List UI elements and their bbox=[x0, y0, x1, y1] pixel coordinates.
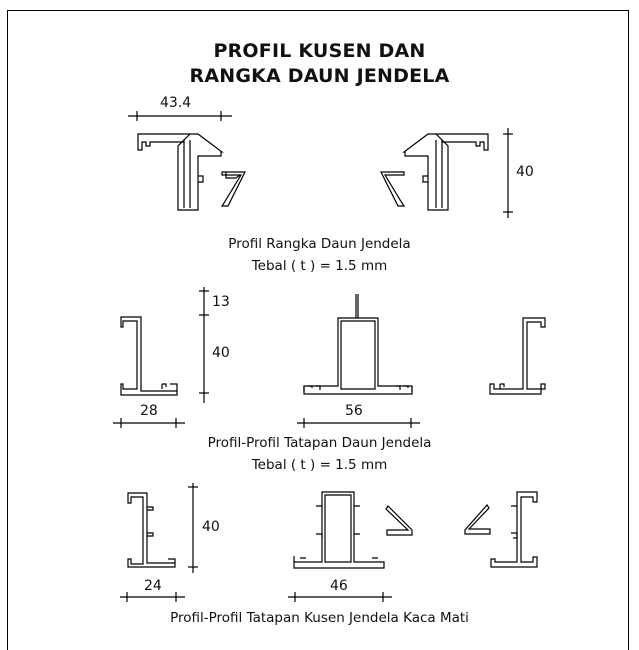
dim-width-24: 24 bbox=[144, 578, 162, 594]
thickness-rangka-daun: Tebal ( t ) = 1.5 mm bbox=[251, 258, 388, 274]
dim-width-56: 56 bbox=[345, 403, 363, 419]
caption-rangka-daun: Profil Rangka Daun Jendela bbox=[228, 236, 411, 252]
glazing-bead-center bbox=[386, 506, 412, 535]
dim-width-28: 28 bbox=[140, 403, 158, 419]
dimension-line-40-c bbox=[188, 483, 198, 573]
tatapan-kusen-profile-right bbox=[491, 492, 537, 567]
glazing-bead-right bbox=[465, 505, 490, 534]
tatapan-daun-profile-left bbox=[121, 317, 177, 395]
rangka-profile-left bbox=[138, 134, 245, 210]
tatapan-kusen-profile-center bbox=[294, 492, 384, 568]
dim-height-13: 13 bbox=[212, 294, 230, 310]
dim-width-46: 46 bbox=[330, 578, 348, 594]
dimension-line-28 bbox=[113, 418, 185, 428]
caption-tatapan-daun: Profil-Profil Tatapan Daun Jendela bbox=[207, 435, 432, 451]
thickness-tatapan-daun: Tebal ( t ) = 1.5 mm bbox=[251, 457, 388, 473]
dimension-line-24 bbox=[120, 592, 185, 602]
tatapan-daun-profile-right bbox=[490, 318, 545, 394]
dimension-line-40-a bbox=[503, 128, 513, 218]
dim-height-40-a: 40 bbox=[516, 164, 534, 180]
dimension-line-46 bbox=[288, 592, 392, 602]
dimension-line-13-40 bbox=[199, 287, 209, 403]
rangka-profile-right bbox=[381, 134, 488, 210]
title-line-1: PROFIL KUSEN DAN bbox=[213, 40, 426, 62]
title-line-2: RANGKA DAUN JENDELA bbox=[189, 65, 450, 87]
dim-height-40-c: 40 bbox=[202, 519, 220, 535]
caption-tatapan-kusen: Profil-Profil Tatapan Kusen Jendela Kaca Mati bbox=[170, 610, 469, 626]
dimension-line-56 bbox=[297, 418, 420, 428]
tatapan-daun-profile-center bbox=[304, 294, 412, 394]
dimension-line-43-4 bbox=[128, 111, 232, 121]
tatapan-kusen-profile-left bbox=[128, 493, 175, 567]
dim-width-43-4: 43.4 bbox=[160, 95, 192, 111]
dim-height-40-b: 40 bbox=[212, 345, 230, 361]
